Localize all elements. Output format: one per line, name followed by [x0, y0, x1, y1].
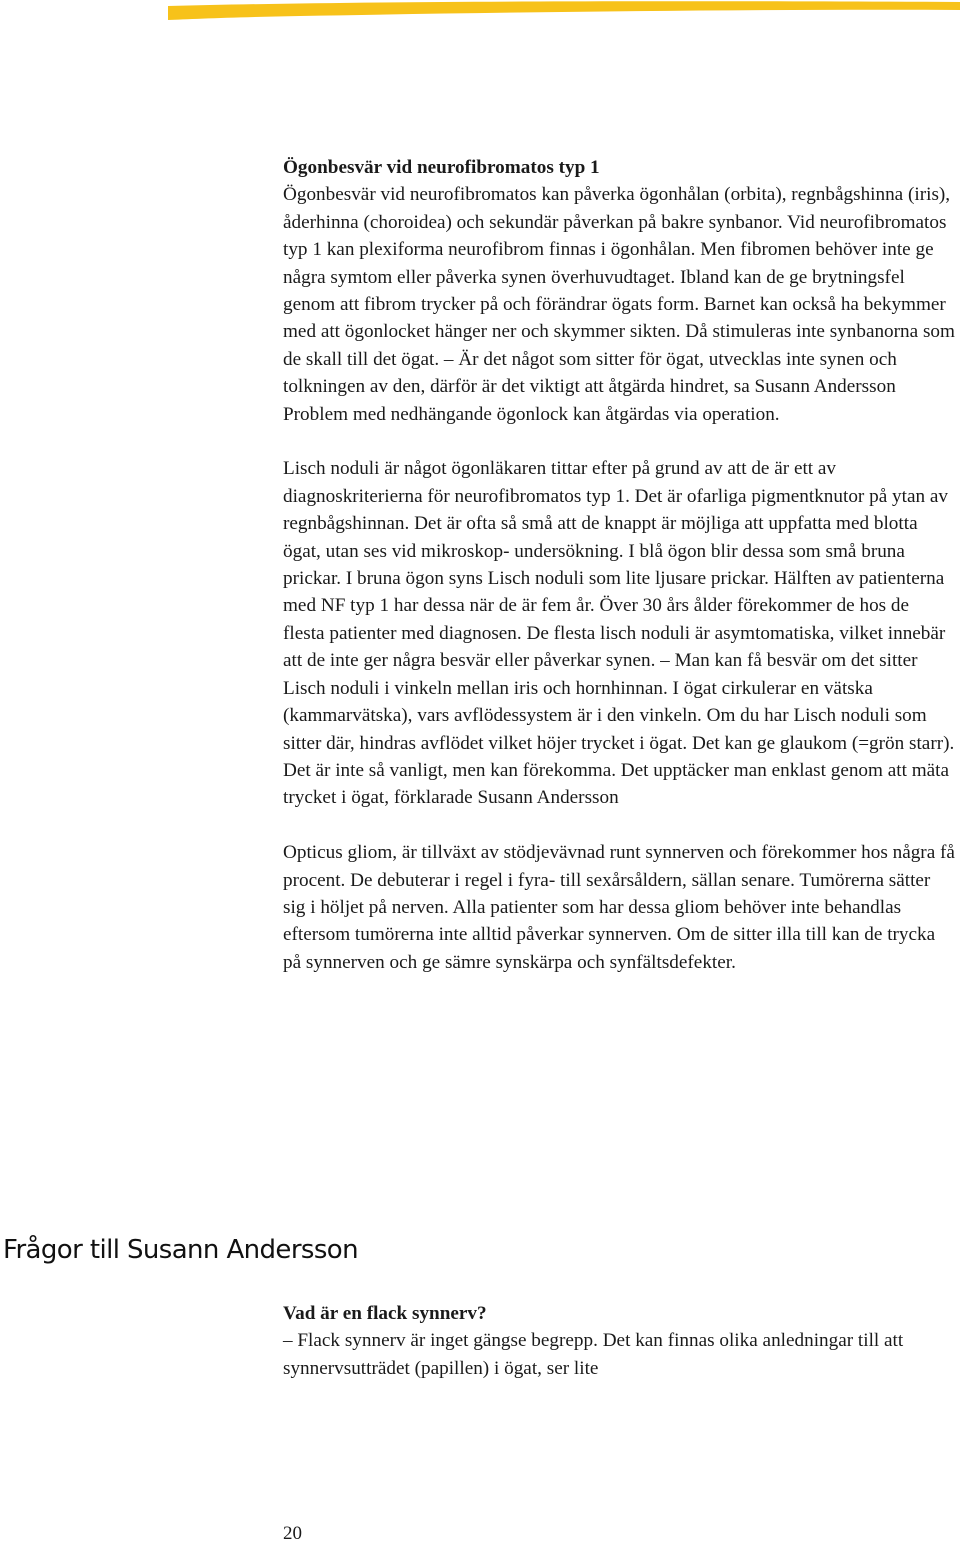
paragraph-lisch-noduli: Lisch noduli är något ögonläkaren tittar efter på grund av att de är ett av diagnoskriterierna för neurofibromatos typ 1. Det är ofarliga pigmentknutor på ytan av regnbågshinnan. Det är ofta så små att de knappt är möjliga att uppfatta med blotta ögat, utan ses vid mikroskop- undersökning. I blå ögon blir dessa som små bruna prickar. I bruna ögon syns Lisch noduli som lite ljusare prickar. Hälften av patienterna med NF typ 1 har dessa när de är fem år. Över 30 års ålder förekommer de hos de flesta patienter med diagnosen. De flesta lisch noduli är asymtomatiska, vilket innebär att de inte ger några besvär eller påverkar synen. – Man kan få besvär om det sitter Lisch noduli i vinkeln mellan iris och hornhinnan. I ögat cirkulerar en vätska (kammarvätska), vars avflödessystem är i den vinkeln. Om du har Lisch noduli som sitter där, hindras avflödet vilket höjer trycket i ögat. Det kan ge glaukom (=grön starr). Det är inte så vanligt, men kan förekomma. Det upptäcker man enklast genom att mäta trycket i ögat, förklarade Susann Andersson: [283, 458, 955, 809]
decorative-brush-stroke: [0, 0, 960, 30]
article-column: [283, 154, 955, 976]
section-heading: Ögonbesvär vid neurofibromatos typ 1: [283, 157, 600, 178]
qa-question: Vad är en flack synnerv?: [283, 1303, 487, 1324]
yellow-brush-stroke: [168, 1, 960, 20]
paragraph-eye-problems: Ögonbesvär vid neurofibromatos kan påverka ögonhålan (orbita), regnbågshinna (iris), åderhinna (choroidea) och sekundär påverkan på bakre synbanor. Vid neurofibromatos typ 1 kan plexiforma neurofibrom finnas i ögonhålan. Men fibromen behöver inte ge några symtom eller påverka synen överhuvudtaget. Ibland kan de ge brytningsfel genom att fibrom trycker på och förändrar ögats form. Barnet kan också ha bekymmer med att ögonlocket hänger ner och skymmer sikten. Då stimuleras inte synbanorna som de skall till det ögat. – Är det något som sitter för ögat, utvecklas inte synen och tolkningen av den, därför är det viktigt att åtgärda hindret, sa Susann Andersson Problem med nedhängande ögonlock kan åtgärdas via operation.: [283, 184, 955, 425]
paragraph-spacer: [283, 428, 955, 455]
qa-block: [283, 1300, 955, 1382]
page-number: 20: [283, 1523, 302, 1544]
paragraph-spacer: [283, 812, 955, 839]
qa-answer: – Flack synnerv är inget gängse begrepp. Det kan finnas olika anledningar till att synnervsutträdet (papillen) i ögat, ser lite: [283, 1330, 904, 1379]
paragraph-opticus-gliom: Opticus gliom, är tillväxt av stödjevävnad runt synnerven och förekommer hos några få procent. De debuterar i regel i fyra- till sexårsåldern, sällan senare. Tumörerna sätter sig i höljet på nerven. Alla patienter som har dessa gliom behöver inte behandlas eftersom tumörerna inte alltid påverkar synnerven. Om de sitter illa till kan de trycka på synnerven och ge sämre synskärpa och synfältsdefekter.: [283, 842, 955, 973]
sidebar-heading: Frågor till Susann Andersson: [3, 1235, 358, 1265]
